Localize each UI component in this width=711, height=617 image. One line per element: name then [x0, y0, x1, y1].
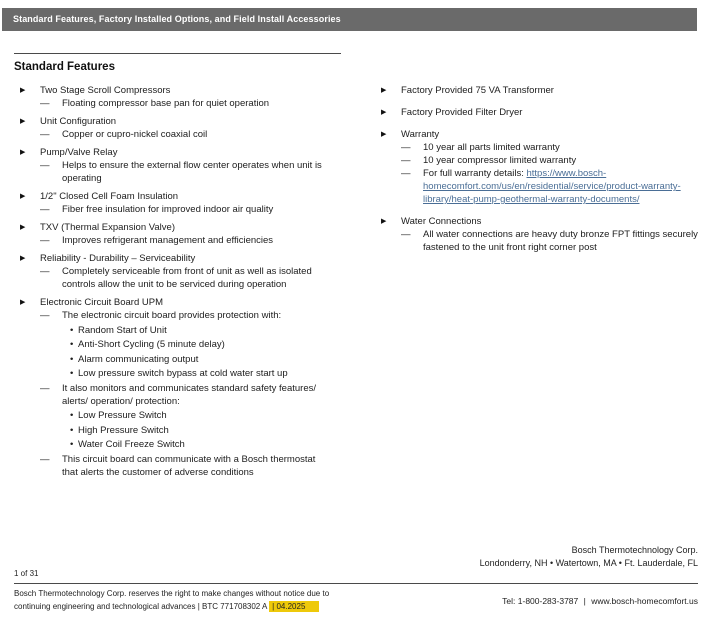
- disclaimer: [14, 587, 329, 613]
- subitem-text: 10 year all parts limited warranty: [423, 142, 560, 153]
- feature-title: 1/2" Closed Cell Foam Insulation: [40, 191, 179, 202]
- dash-icon: —: [40, 98, 50, 109]
- section-header-bar: Standard Features, Factory Installed Options, and Field Install Accessories: [2, 8, 697, 31]
- sub-bullet-item: [14, 424, 328, 437]
- revision-date-highlight: | 04.2025: [269, 601, 319, 612]
- feature-title-row: [14, 252, 328, 265]
- feature-title: TXV (Thermal Expansion Valve): [40, 222, 175, 233]
- bullet-arrow-icon: ▶: [381, 87, 387, 94]
- feature-item: [14, 252, 328, 291]
- feature-subitem: [14, 203, 328, 216]
- feature-title: Water Connections: [401, 216, 482, 227]
- sub-bullet-text: Water Coil Freeze Switch: [78, 439, 185, 450]
- sub-bullet-text: High Pressure Switch: [78, 424, 169, 436]
- dash-icon: —: [40, 266, 50, 277]
- feature-title-row: [375, 84, 701, 97]
- company-address-block: [480, 544, 698, 570]
- bullet-arrow-icon: ▶: [20, 224, 26, 231]
- feature-subitem: [14, 234, 328, 247]
- feature-subitem: [375, 141, 701, 154]
- page-number: 1 of 31: [14, 569, 39, 578]
- feature-subitem: [375, 228, 701, 254]
- feature-subitem: [14, 265, 328, 291]
- feature-subitem: [14, 97, 328, 110]
- subitem-text: Completely serviceable from front of unit as well as isolated controls allow the unit to be serviced during operation: [62, 266, 312, 290]
- feature-title: Factory Provided Filter Dryer: [401, 107, 523, 118]
- feature-subitem: [14, 309, 328, 322]
- features-column-right: [375, 84, 701, 263]
- sub-bullet-text: Low pressure switch bypass at cold water start up: [78, 368, 288, 379]
- website: www.bosch-homecomfort.us: [591, 596, 698, 606]
- feature-title: Factory Provided 75 VA Transformer: [401, 85, 554, 96]
- telephone: Tel: 1-800-283-3787: [502, 596, 579, 606]
- feature-title: Reliability - Durability – Serviceability: [40, 253, 196, 264]
- bullet-arrow-icon: ▶: [381, 131, 387, 138]
- feature-title-row: [14, 115, 328, 128]
- disclaimer-line2-text: continuing engineering and technological advances | BTC 771708302 A: [14, 602, 267, 611]
- feature-item: [14, 115, 328, 141]
- feature-title: Pump/Valve Relay: [40, 147, 118, 158]
- subitem-text: This circuit board can communicate with a Bosch thermostat that alerts the customer of adverse conditions: [62, 453, 316, 478]
- feature-title: Electronic Circuit Board UPM: [40, 297, 164, 308]
- subitem-text: It also monitors and communicates standard safety features/ alerts/ operation/ protection:: [62, 382, 316, 407]
- sub-bullet-text: Anti-Short Cycling (5 minute delay): [78, 339, 225, 350]
- bullet-arrow-icon: ▶: [20, 193, 26, 200]
- sub-bullet-dot-icon: •: [70, 339, 74, 350]
- feature-item: [375, 215, 701, 254]
- subitem-text: [423, 167, 701, 206]
- dash-icon: —: [40, 129, 50, 140]
- dash-icon: —: [40, 453, 50, 465]
- sub-bullet-dot-icon: •: [70, 439, 74, 450]
- subitem-text: The electronic circuit board provides protection with:: [62, 310, 282, 321]
- feature-title-row: [14, 146, 328, 159]
- feature-title: Warranty: [401, 129, 440, 140]
- feature-item: [14, 190, 328, 216]
- subitem-text: Helps to ensure the external flow center operates when unit is operating: [62, 160, 322, 184]
- feature-title-row: [14, 296, 328, 309]
- sub-bullet-item: [14, 324, 328, 337]
- feature-subitem: [14, 382, 328, 408]
- subitem-text: 10 year compressor limited warranty: [423, 155, 577, 166]
- feature-item: [375, 106, 701, 119]
- features-column-left: [14, 84, 328, 484]
- footer-divider: [14, 583, 698, 584]
- dash-icon: —: [40, 382, 50, 394]
- subitem-text-lead: For full warranty details:: [423, 168, 527, 179]
- sub-bullet-dot-icon: •: [70, 368, 74, 379]
- feature-subitem: [14, 128, 328, 141]
- contact-line: [499, 596, 698, 606]
- sub-bullet-text: Random Start of Unit: [78, 324, 167, 336]
- dash-icon: —: [401, 155, 411, 166]
- feature-item: [375, 128, 701, 206]
- warranty-link[interactable]: https://www.bosch-homecomfort.com/us/en/residential/service/product-warranty-library/heat-pump-geothermal-warranty-documents/: [423, 168, 681, 205]
- bullet-arrow-icon: ▶: [381, 218, 387, 225]
- sub-bullet-dot-icon: •: [70, 410, 74, 421]
- dash-icon: —: [40, 160, 50, 171]
- feature-item: [14, 84, 328, 110]
- dash-icon: —: [401, 142, 411, 153]
- subitem-text: Copper or cupro-nickel coaxial coil: [62, 129, 208, 140]
- feature-title-row: [14, 221, 328, 234]
- sub-bullet-text: Low Pressure Switch: [78, 410, 167, 421]
- dash-icon: —: [401, 229, 411, 240]
- sub-bullet-item: [14, 367, 328, 380]
- dash-icon: —: [401, 168, 411, 179]
- feature-title-row: [375, 215, 701, 228]
- feature-item: [375, 84, 701, 97]
- feature-item: [14, 221, 328, 247]
- contact-separator: |: [583, 596, 586, 606]
- bullet-arrow-icon: ▶: [20, 149, 26, 156]
- bullet-arrow-icon: ▶: [20, 299, 26, 306]
- sub-bullet-dot-icon: •: [70, 324, 74, 336]
- bullet-arrow-icon: ▶: [20, 255, 26, 262]
- sub-bullet-item: [14, 353, 328, 366]
- sub-bullet-item: [14, 338, 328, 351]
- subitem-text: Floating compressor base pan for quiet operation: [62, 98, 270, 109]
- subitem-text: All water connections are heavy duty bronze FPT fittings securely fastened to the unit front right corner post: [423, 229, 698, 253]
- feature-title-row: [375, 128, 701, 141]
- sub-bullet-text: Alarm communicating output: [78, 353, 199, 365]
- company-name: Bosch Thermotechnology Corp.: [571, 545, 698, 555]
- sub-bullet-item: [14, 438, 328, 451]
- sub-bullet-dot-icon: •: [70, 424, 74, 436]
- dash-icon: —: [40, 235, 50, 246]
- feature-title: Two Stage Scroll Compressors: [40, 85, 171, 96]
- subitem-text: Fiber free insulation for improved indoor air quality: [62, 204, 274, 215]
- bullet-arrow-icon: ▶: [20, 118, 26, 125]
- bullet-arrow-icon: ▶: [20, 87, 26, 94]
- dash-icon: —: [40, 310, 50, 321]
- feature-subitem: [14, 159, 328, 185]
- feature-title: Unit Configuration: [40, 116, 117, 127]
- bullet-arrow-icon: ▶: [381, 109, 387, 116]
- feature-item: [14, 146, 328, 185]
- section-divider: [14, 53, 341, 54]
- sub-bullet-dot-icon: •: [70, 353, 74, 365]
- feature-title-row: [14, 84, 328, 97]
- feature-title-row: [375, 106, 701, 119]
- page-title: Standard Features: [14, 61, 115, 73]
- sub-bullet-item: [14, 409, 328, 422]
- dash-icon: —: [40, 204, 50, 215]
- disclaimer-line2: [14, 600, 329, 613]
- feature-subitem: [14, 453, 328, 479]
- disclaimer-line1: Bosch Thermotechnology Corp. reserves the right to make changes without notice due to: [14, 589, 330, 598]
- feature-title-row: [14, 190, 328, 203]
- subitem-text: Improves refrigerant management and efficiencies: [62, 235, 274, 246]
- feature-subitem: [375, 167, 701, 206]
- company-locations: Londonderry, NH • Watertown, MA • Ft. Lauderdale, FL: [479, 558, 698, 568]
- feature-subitem: [375, 154, 701, 167]
- feature-item: [14, 296, 328, 479]
